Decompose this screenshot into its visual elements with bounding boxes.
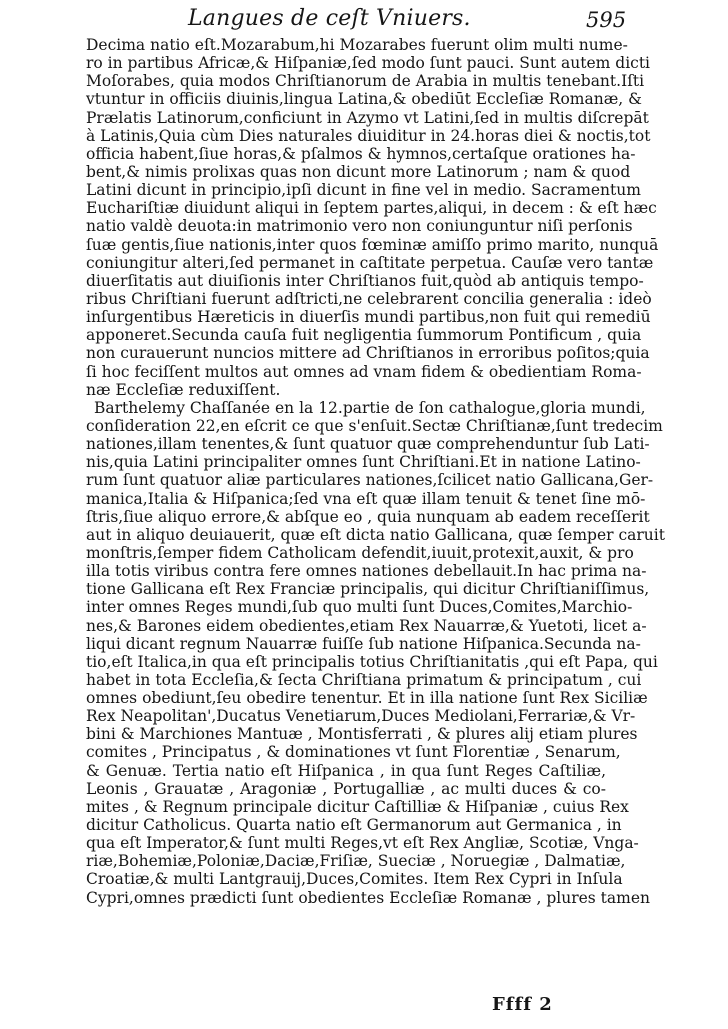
text-line: qua eſt Imperator,& ſunt multi Reges,vt eſt Rex Angliæ, Scotiæ, Vnga- — [86, 834, 639, 853]
text-line: à Latinis,Quia cùm Dies naturales diuiditur in 24.horas diei & noctis,tot — [86, 126, 651, 145]
text-line: natio valdè deuota:in matrimonio vero non coniunguntur niſi perſonis — [86, 217, 633, 236]
page-number: 595 — [586, 8, 627, 32]
text-line: inter omnes Reges mundi,ſub quo multi ſunt Duces,Comites,Marchio- — [86, 598, 633, 617]
text-line: Prælatis Latinorum,conficiunt in Azymo vt Latini,ſed in multis diſcrepāt — [86, 108, 649, 127]
text-line: ſtris,ſiue aliquo errore,& abſque eo , quia nunquam ab eadem receſſerit — [86, 507, 650, 526]
text-line: Decima natio eſt.Mozarabum,hi Mozarabes fuerunt olim multi nume- — [86, 36, 628, 54]
text-line: omnes obediunt,ſeu obedire tenentur. Et in illa natione ſunt Rex Siciliæ — [86, 689, 648, 708]
paragraph-1 — [86, 36, 659, 399]
text-line: Barthelemy Chaſſanée en la 12.partie de ſon cathalogue,gloria mundi, — [94, 398, 646, 417]
text-line: Rex Neapolitan',Ducatus Venetiarum,Duces Mediolani,Ferrariæ,& Vr- — [86, 707, 636, 726]
text-line: diuerſitatis aut diuiſionis inter Chriſtianos fuit,quòd ab antiquis tempo- — [86, 271, 644, 290]
text-line: rum ſunt quatuor aliæ particulares nationes,ſcilicet natio Gallicana,Ger- — [86, 471, 654, 490]
text-line: Cypri,omnes prædicti ſunt obedientes Eccleſiæ Romanæ , plures tamen — [86, 888, 650, 907]
text-line: Leonis , Grauatæ , Aragoniæ , Portugalliæ , ac multi duces & co- — [86, 779, 606, 798]
text-line: næ Eccleſiæ reduxiſſent. — [86, 380, 281, 399]
text-line: aut in aliquo deuiauerit, quæ eſt dicta natio Gallicana, quæ ſemper caruit — [86, 525, 665, 544]
running-head: Langues de ceſt Vniuers. — [188, 6, 471, 31]
text-line: tio,eſt Italica,in qua eſt principalis totius Chriſtianitatis ,qui eſt Papa, qui — [86, 652, 658, 671]
text-line: illa totis viribus contra fere omnes nationes debellauit.In hac prima na- — [86, 562, 647, 581]
text-line: dicitur Catholicus. Quarta natio eſt Germanorum aut Germanica , in — [86, 816, 622, 835]
signature-mark: Ffff 2 — [492, 994, 553, 1015]
text-line: Latini dicunt in principio,ipſi dicunt in fine vel in medio. Sacramentum — [86, 181, 641, 200]
text-line: officia habent,ſiue horas,& pſalmos & hymnos,certaſque orationes ha- — [86, 144, 636, 163]
text-line: nes,& Barones eidem obedientes,etiam Rex Nauarræ,& Yuetoti, licet a- — [86, 616, 647, 635]
text-line: vtuntur in officiis diuinis,lingua Latina,& obediūt Eccleſiæ Romanæ, & — [86, 90, 642, 109]
text-line: monſtris,ſemper fidem Catholicam defendit,iuuit,protexit,auxit, & pro — [86, 543, 634, 562]
text-line: mites , & Regnum principale dicitur Caſtilliæ & Hiſpaniæ , cuius Rex — [86, 797, 629, 816]
text-line: ſuæ gentis,ſiue nationis,inter quos fœminæ amiſſo primo marito, nunquā — [86, 235, 659, 254]
text-line: Euchariſtiæ diuidunt aliqui in ſeptem partes,aliqui, in decem : & eſt hæc — [86, 199, 657, 218]
text-line: nationes,illam tenentes,& ſunt quatuor quæ comprehenduntur ſub Lati- — [86, 435, 650, 454]
text-line: riæ,Bohemiæ,Poloniæ,Daciæ,Friſiæ, Sueciæ , Noruegiæ , Dalmatiæ, — [86, 852, 626, 871]
text-line: Croatiæ,& multi Lantgrauij,Duces,Comites. Item Rex Cypri in Inſula — [86, 870, 623, 889]
text-line: ſi hoc feciſſent multos aut omnes ad vnam fidem & obedientiam Roma- — [86, 362, 642, 381]
text-line: ro in partibus Africæ,& Hiſpaniæ,ſed modo ſunt pauci. Sunt autem dicti — [86, 54, 651, 73]
text-line: tione Gallicana eſt Rex Franciæ principalis, qui dicitur Chriſtianiſſimus, — [86, 580, 650, 599]
text-line: manica,Italia & Hiſpanica;ſed vna eſt quæ illam tenuit & tenet ſine mō- — [86, 489, 646, 508]
text-line: Moſorabes, quia modos Chriſtianorum de Arabia in multis tenebant.Iſti — [86, 72, 645, 91]
text-line: liqui dicant regnum Nauarræ fuiſſe ſub natione Hiſpanica.Secunda na- — [86, 634, 641, 653]
text-line: & Genuæ. Tertia natio eſt Hiſpanica , in qua ſunt Reges Caſtiliæ, — [86, 761, 606, 780]
text-line: bini & Marchiones Mantuæ , Montisferrati , & plures alij etiam plures — [86, 725, 638, 744]
text-line: bent,& nimis prolixas quas non dicunt more Latinorum ; nam & quod — [86, 162, 631, 181]
text-line: nis,quia Latini principaliter omnes ſunt Chriſtiani.Et in natione Latino- — [86, 453, 641, 472]
text-line: apponeret.Secunda cauſa fuit negligentia ſummorum Pontificum , quia — [86, 326, 642, 345]
text-line: conſideration 22,en eſcrit ce que s'enſuit.Sectæ Chriſtianæ,ſunt tredecim — [86, 416, 663, 435]
body-text — [86, 36, 665, 907]
text-line: coniungitur alteri,ſed permanet in caſtitate perpetua. Cauſæ vero tantæ — [86, 253, 654, 272]
text-line: ribus Chriſtiani fuerunt adſtricti,ne celebrarent concilia generalia : ideò — [86, 289, 652, 308]
text-line: inſurgentibus Hæreticis in diuerſis mundi partibus,non fuit qui remediū — [86, 308, 651, 327]
text-line: comites , Principatus , & dominationes vt ſunt Florentiæ , Senarum, — [86, 743, 621, 762]
text-line: habet in tota Eccleſia,& ſecta Chriſtiana primatum & principatum , cui — [86, 670, 642, 689]
paragraph-2 — [86, 398, 665, 907]
text-line: non curauerunt nuncios mittere ad Chriſtianos in erroribus poſitos;quia — [86, 344, 650, 363]
